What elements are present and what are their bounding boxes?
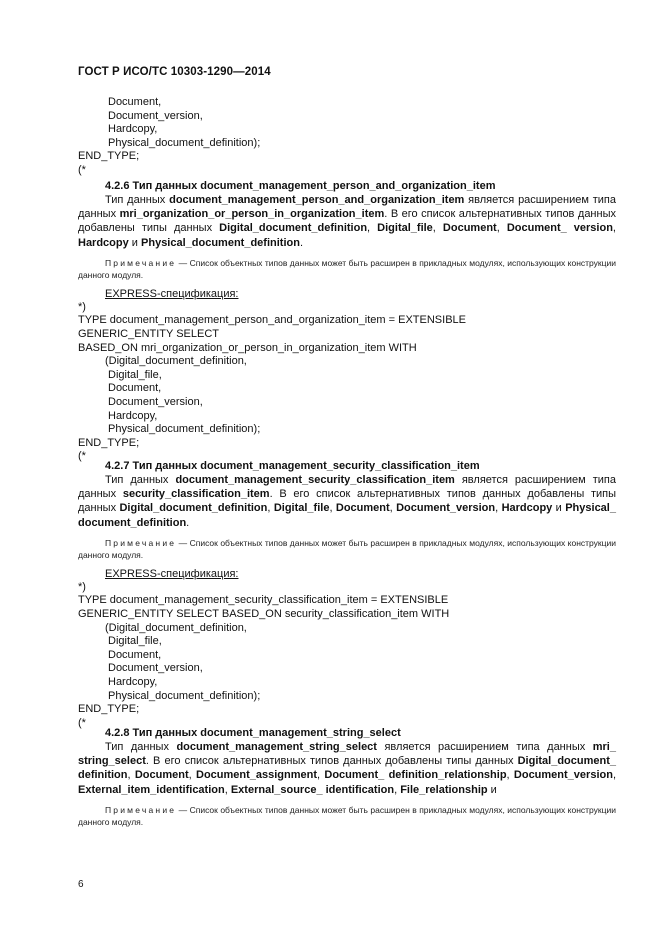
page-number: 6 [78, 879, 84, 890]
code-line: Physical_document_definition); [108, 689, 261, 702]
code-line: BASED_ON mri_organization_or_person_in_organization_item WITH [78, 341, 417, 354]
code-line: END_TYPE; [78, 150, 140, 163]
code-line: END_TYPE; [78, 703, 140, 716]
note: Примечание — Список объектных типов данных может быть расширен в прикладных модулях, использующих конструкции данного модуля. [78, 537, 616, 560]
code-line: Document_version, [108, 662, 203, 675]
code-line: *) [78, 300, 86, 313]
code-line: GENERIC_ENTITY SELECT BASED_ON security_classification_item WITH [78, 608, 450, 620]
section-paragraph: Тип данных document_management_security_classification_item является расширением типа данных security_classification_item. В его список альтернативных типов данных добавлены типы данных Digital_document_definition, Digital_file, Document, Document_version, Hardcopy и Physical_ document_definition. [78, 474, 617, 529]
note: Примечание — Список объектных типов данных может быть расширен в прикладных модулях, использующих конструкции данного модуля. [78, 804, 616, 827]
code-line: TYPE document_management_security_classification_item = EXTENSIBLE [78, 594, 449, 607]
section-4-2-6 [78, 179, 616, 464]
note: Примечание — Список объектных типов данных может быть расширен в прикладных модулях, использующих конструкции данного модуля. [78, 257, 616, 280]
code-line: Document, [108, 648, 162, 661]
code-line: Document, [108, 382, 162, 395]
section-paragraph: Тип данных document_management_string_select является расширением типа данных mri_ string_select. В его список альтернативных типов данных добавлены типы данных Digital_document_ definition, Document, Document_assignment, Document_ definition_relationship, Document_version, External_item_identification, External_source_ identification, File_relationship и [78, 741, 616, 796]
code-line: *) [78, 580, 86, 593]
code-line: (* [78, 716, 86, 729]
code-line: END_TYPE; [78, 436, 140, 449]
code-line: Document_version, [108, 109, 203, 122]
code-line: (* [78, 450, 86, 463]
code-line: Hardcopy, [108, 675, 158, 688]
code-line: Digital_file, [108, 368, 162, 381]
code-listing [78, 581, 616, 731]
code-line: Document, [108, 96, 162, 108]
express-spec-label: EXPRESS-спецификация: [105, 567, 239, 580]
section-heading: 4.2.7 Тип данных document_management_security_classification_item [105, 460, 480, 472]
section-paragraph: Тип данных document_management_person_and_organization_item является расширением типа данных mri_organization_or_person_in_organization_item. В его список альтернативных типов данных добавлены типы данных Digital_document_definition, Digital_file, Document, Document_ version, Hardcopy и Physical_document_definition. [78, 194, 616, 249]
section-4-2-8 [78, 726, 616, 828]
code-line: Hardcopy, [108, 123, 158, 136]
code-line: TYPE document_management_person_and_organization_item = EXTENSIBLE [78, 314, 466, 327]
code-line: GENERIC_ENTITY SELECT [78, 328, 219, 340]
section-heading: 4.2.8 Тип данных document_management_string_select [105, 727, 401, 739]
code-line: Physical_document_definition); [108, 136, 261, 149]
code-line: (Digital_document_definition, [105, 355, 247, 368]
code-line: Digital_file, [108, 635, 162, 648]
document-header: ГОСТ Р ИСО/ТС 10303-1290—2014 [78, 66, 271, 78]
code-line: Hardcopy, [108, 409, 158, 422]
code-line: (Digital_document_definition, [105, 621, 247, 634]
code-block-continuation [78, 96, 616, 178]
code-line: (* [78, 163, 86, 176]
section-heading: 4.2.6 Тип данных document_management_person_and_organization_item [105, 180, 496, 192]
code-line: Document_version, [108, 395, 203, 408]
code-listing [78, 301, 616, 464]
code-line: Physical_document_definition); [108, 423, 261, 436]
express-spec-label: EXPRESS-спецификация: [105, 287, 239, 300]
section-4-2-7 [78, 459, 616, 730]
